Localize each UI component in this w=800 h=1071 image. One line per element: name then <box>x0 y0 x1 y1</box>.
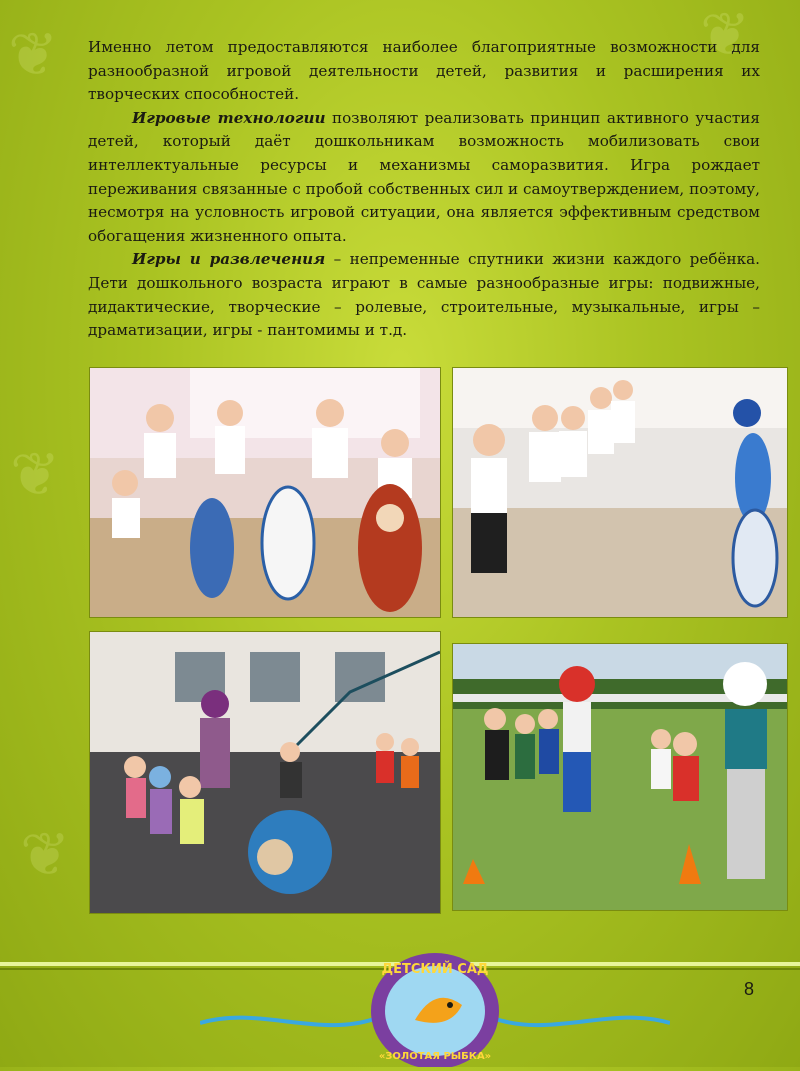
paragraph-intro: Именно летом предоставляются наиболее благоприятные возможности для разнообразной игровой деятельности детей, развития и расширения их творческих способностей. <box>88 38 760 104</box>
photo-field-costume-game <box>452 643 788 911</box>
photo-indoor-matryoshka <box>89 367 441 618</box>
paragraph-games-entertainment-text: – непременные спутники жизни каждого ребёнка. Дети дошкольного возраста играют в самые разнообразные игры: подвижные, дидактические, творческие – ролевые, строительные, музыкальные, игры – драматизации, игры - пантомимы и т.д. <box>88 250 760 340</box>
leaf-decoration-icon: ❦ <box>20 820 71 890</box>
kindergarten-logo <box>200 945 670 1067</box>
photo-yard-clown-game <box>89 631 441 914</box>
paragraph-game-technologies <box>88 107 760 249</box>
paragraph-games-entertainment <box>88 248 760 342</box>
logo-text-bottom: «ЗОЛОТАЯ РЫБКА» <box>378 1051 492 1062</box>
paragraph-game-technologies-text: позволяют реализовать принцип активного участия детей, который даёт дошкольникам возможность мобилизовать свои интеллектуальные ресурсы и механизмы саморазвития. Игра рождает переживания связанные с пробой собственных сил и самоутверждением, поэтому, несмотря на условность игровой ситуации, она является эффективным средством обогащения жизненного опыта. <box>88 108 760 245</box>
article-text <box>88 36 760 343</box>
leaf-decoration-icon: ❦ <box>10 440 61 510</box>
leaf-decoration-icon: ❦ <box>700 0 751 70</box>
logo-text-top: ДЕТСКИЙ САД <box>381 962 489 977</box>
emphasis-game-technologies: Игровые технологии <box>132 108 326 127</box>
emphasis-games-entertainment: Игры и развлечения <box>132 250 326 269</box>
leaf-decoration-icon: ❦ <box>8 20 59 90</box>
page-number: 8 <box>743 979 754 999</box>
photo-children-in-line <box>452 367 788 618</box>
